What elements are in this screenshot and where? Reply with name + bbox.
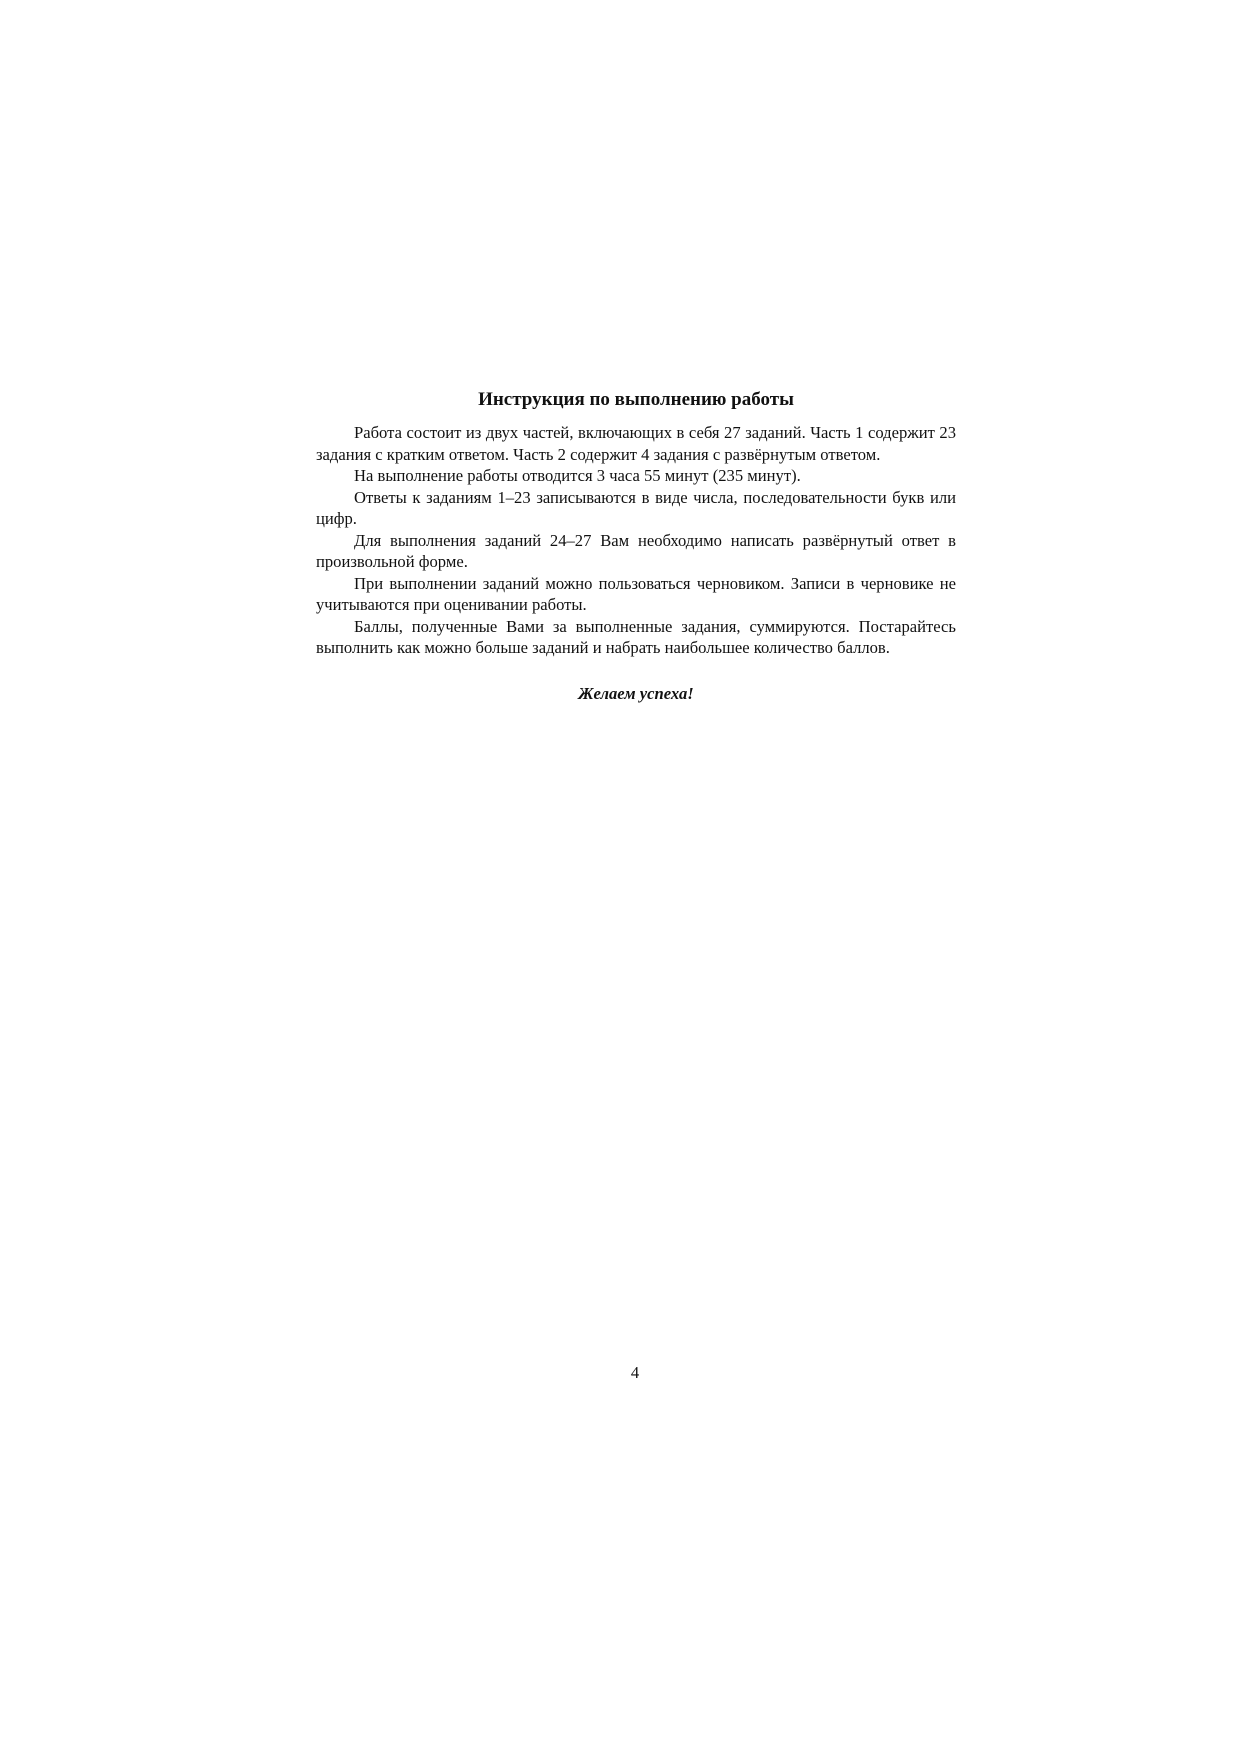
paragraph-structure: Работа состоит из двух частей, включающих в себя 27 заданий. Часть 1 содержит 23 задания с кратким ответом. Часть 2 содержит 4 задания с развёрнутым ответом. — [316, 423, 956, 464]
closing-wish: Желаем успеха! — [578, 683, 694, 703]
paragraph-short-answers: Ответы к заданиям 1–23 записываются в виде числа, последовательности букв или цифр. — [316, 487, 956, 528]
page-number: 4 — [630, 1363, 640, 1382]
paragraph-draft: При выполнении заданий можно пользоваться черновиком. Записи в черновике не учитываются при оценивании работы. — [316, 573, 956, 614]
instructions-block — [316, 388, 956, 705]
paragraph-duration: На выполнение работы отводится 3 часа 55 минут (235 минут). — [354, 466, 801, 485]
paragraph-extended-answers: Для выполнения заданий 24–27 Вам необходимо написать развёрнутый ответ в произвольной форме. — [316, 530, 956, 571]
page-title: Инструкция по выполнению работы — [478, 389, 794, 410]
paragraph-scoring: Баллы, полученные Вами за выполненные задания, суммируются. Постарайтесь выполнить как можно больше заданий и набрать наибольшее количество баллов. — [316, 616, 956, 657]
